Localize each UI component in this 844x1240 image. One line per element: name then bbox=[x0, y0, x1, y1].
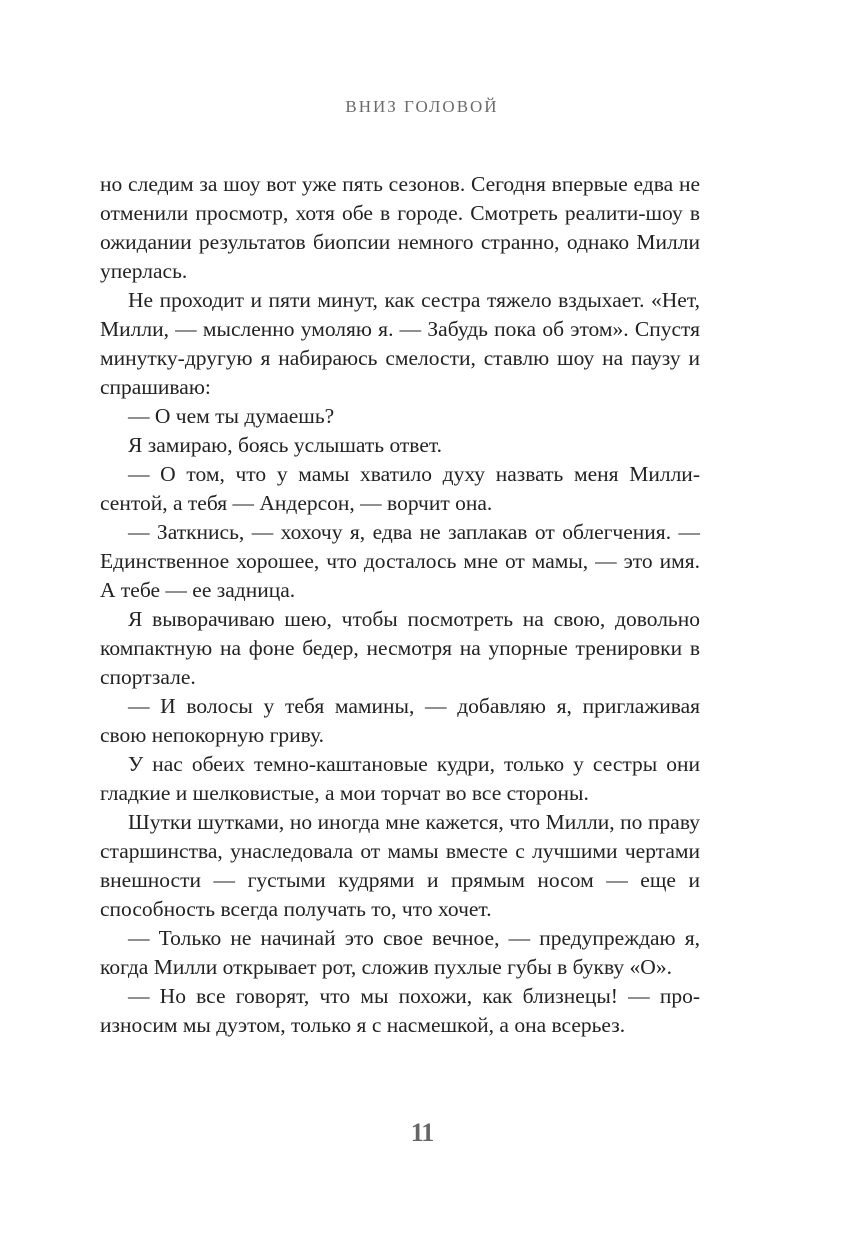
paragraph: — Но все говорят, что мы похожи, как близнецы! — произносим мы дуэтом, только я с насмешкой, а она всерьез. bbox=[100, 984, 700, 1037]
paragraph: — О чем ты думаешь? bbox=[128, 404, 335, 428]
running-head: ВНИЗ ГОЛОВОЙ bbox=[345, 97, 499, 116]
paragraph: — Только не начинай это свое вечное, — предупреждаю я, когда Милли открывает рот, сложив пухлые губы в букву «О». bbox=[100, 926, 700, 979]
paragraph: но следим за шоу вот уже пять сезонов. Сегодня впервые едва не отменили просмотр, хотя обе в городе. Смотреть реалити-шоу в ожидании результатов биопсии немного странно, однако Милли уперлась. bbox=[100, 172, 700, 283]
paragraph: — О том, что у мамы хватило духу назвать меня Миллисентой, а тебя — Андерсон, — ворчит она. bbox=[100, 462, 700, 515]
paragraph: — Заткнись, — хохочу я, едва не заплакав от облегчения. — Единственное хорошее, что досталось мне от мамы, — это имя. А тебе — ее задница. bbox=[100, 520, 700, 602]
paragraph: Я выворачиваю шею, чтобы посмотреть на свою, довольно компактную на фоне бедер, несмотря на упорные тренировки в спортзале. bbox=[100, 607, 700, 689]
paragraph: Шутки шутками, но иногда мне кажется, что Милли, по праву старшинства, унаследовала от мамы вместе с лучшими чертами внешности — густыми кудрями и прямым носом — еще и способность всегда получать то, что хочет. bbox=[100, 810, 700, 921]
paragraph: — И волосы у тебя мамины, — добавляю я, приглаживая свою непокорную гриву. bbox=[100, 694, 700, 747]
paragraph: У нас обеих темно-каштановые кудри, только у сестры они гладкие и шелковистые, а мои торчат во все стороны. bbox=[100, 752, 700, 805]
page-number: 11 bbox=[410, 1118, 434, 1147]
body-text bbox=[100, 170, 700, 1040]
paragraph: Я замираю, боясь услышать ответ. bbox=[128, 433, 443, 457]
paragraph: Не проходит и пяти минут, как сестра тяжело вздыхает. «Нет, Милли, — мысленно умоляю я. — Забудь пока об этом». Спустя минутку-другую я набираюсь смелости, ставлю шоу на паузу и спрашиваю: bbox=[100, 288, 700, 399]
